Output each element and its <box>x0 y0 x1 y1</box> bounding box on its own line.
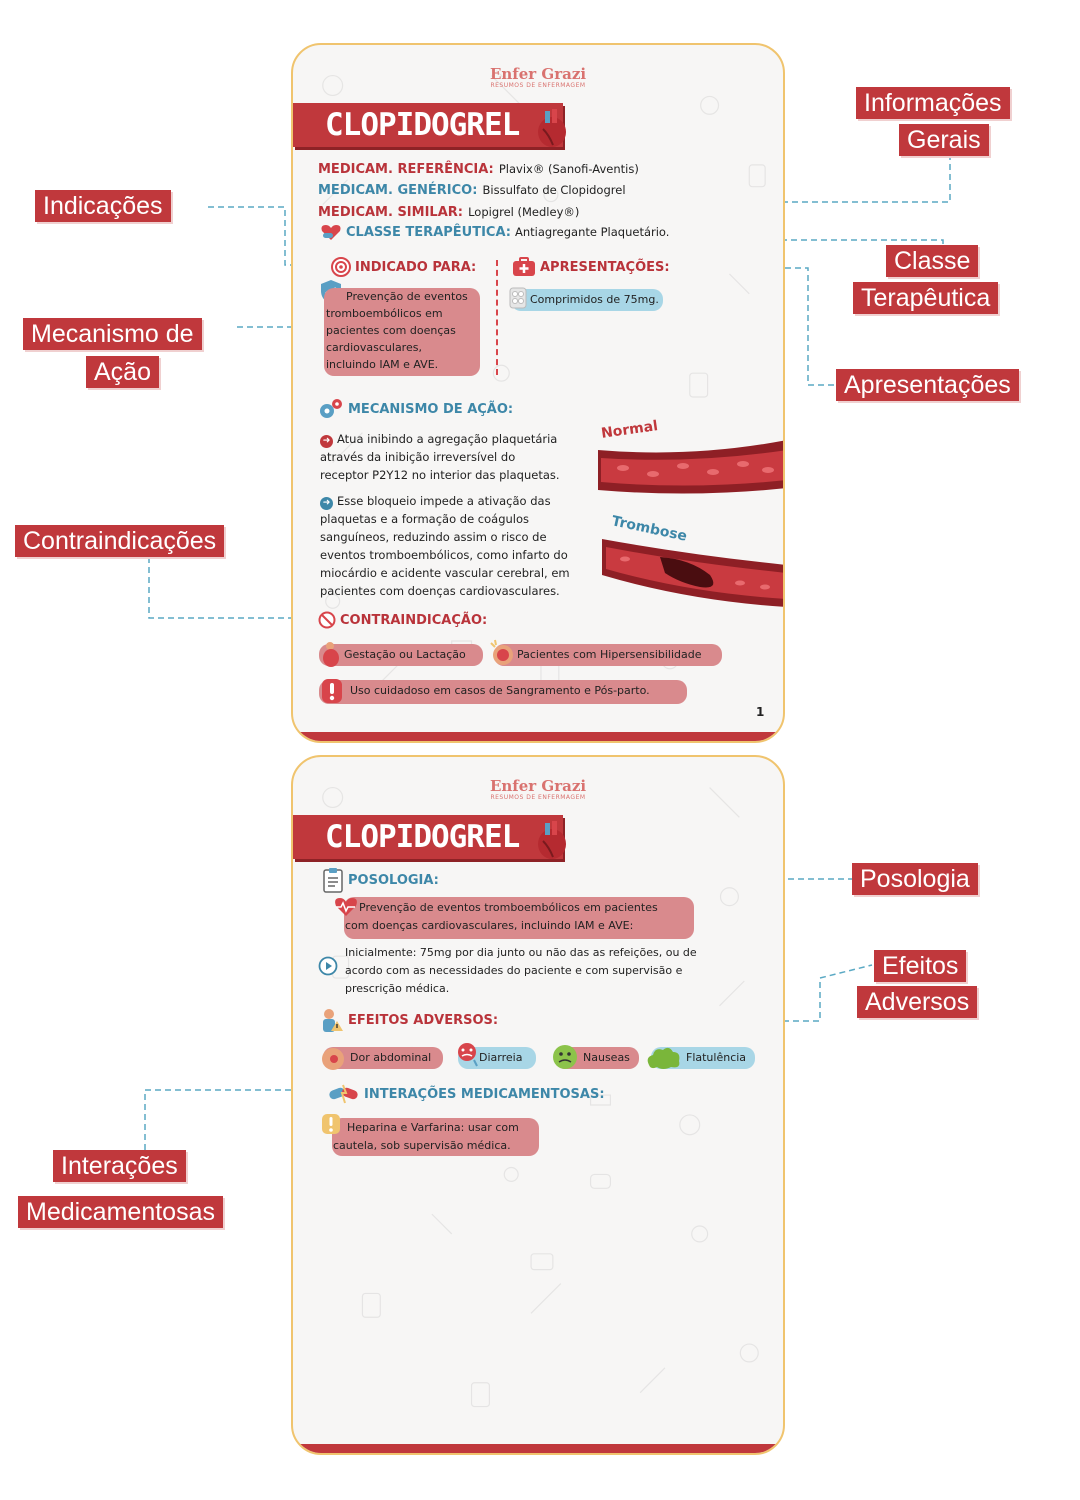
annotation-informacoes: Informações <box>856 87 1010 119</box>
posologia-label: POSOLOGIA: <box>348 872 439 888</box>
mecanismo-line: miocárdio e acidente vascular cerebral, em <box>320 566 570 580</box>
target-icon <box>331 257 351 277</box>
summary-card-page-1 <box>291 43 785 743</box>
sick-person-icon <box>320 1007 344 1033</box>
efeito-item-4: Flatulência <box>686 1051 747 1064</box>
flatulence-cloud-icon <box>645 1043 683 1071</box>
posologia-dose-line: acordo com as necessidades do paciente e com supervisão e <box>345 964 683 977</box>
posologia-indication-line: com doenças cardiovasculares, incluindo IAM e AVE: <box>345 919 634 932</box>
normal-vessel-illustration <box>593 438 785 500</box>
first-aid-kit-icon <box>512 257 536 277</box>
mecanismo-line: pacientes com doenças cardiovasculares. <box>320 584 560 598</box>
posologia-indication-line: Prevenção de eventos tromboembólicos em pacientes <box>359 901 658 914</box>
mecanismo-line: plaquetas e a formação de coágulos <box>320 512 530 526</box>
indicado-line: incluindo IAM e AVE. <box>326 358 439 371</box>
contra-item-1: Gestação ou Lactação <box>344 648 466 661</box>
page-number: 1 <box>756 705 765 719</box>
mecanismo-header <box>318 397 513 421</box>
contra-header <box>318 611 487 629</box>
contra-item-2: Pacientes com Hipersensibilidade <box>517 648 702 661</box>
indicado-text <box>326 288 468 373</box>
interacoes-text <box>333 1119 519 1155</box>
brand-logo <box>293 777 783 801</box>
pregnant-icon <box>319 641 341 669</box>
efeito-item-2: Diarreia <box>479 1051 523 1064</box>
indicado-line: Prevenção de eventos <box>346 290 468 303</box>
indicado-line: cardiovasculares, <box>326 341 422 354</box>
mecanismo-line: Atua inibindo a agregação plaquetária <box>337 432 558 446</box>
section-divider <box>496 260 498 375</box>
heart-pill-icon <box>320 223 342 241</box>
normal-caption: Normal <box>600 418 659 442</box>
contra-item-3: Uso cuidadoso em casos de Sangramento e Pós-parto. <box>350 684 650 697</box>
prohibited-icon <box>318 611 336 629</box>
indicado-line: tromboembólicos em <box>326 307 443 320</box>
indicado-label: INDICADO PARA: <box>355 259 477 275</box>
arrow-right-icon: ➜ <box>320 435 333 448</box>
background-pattern <box>293 757 783 1453</box>
warning-exclamation-icon <box>320 677 344 705</box>
efeito-item-3: Nauseas <box>583 1051 630 1064</box>
apresentacoes-item: Comprimidos de 75mg. <box>530 293 659 306</box>
classe-label: CLASSE TERAPÊUTICA: <box>346 224 511 240</box>
annotation-contraindicacoes: Contraindicações <box>15 525 224 557</box>
drug-title: CLOPIDOGREL <box>325 107 520 143</box>
interacoes-line: cautela, sob supervisão médica. <box>333 1139 511 1152</box>
annotation-efeitos: Efeitos <box>874 950 966 982</box>
efeitos-label: EFEITOS ADVERSOS: <box>348 1012 499 1028</box>
similar-label: MEDICAM. SIMILAR: <box>318 205 463 220</box>
title-banner <box>293 815 563 859</box>
pill-blister-icon <box>509 287 527 309</box>
brand-logo <box>293 65 783 89</box>
annotation-adversos: Adversos <box>857 986 977 1018</box>
efeitos-header <box>320 1007 498 1033</box>
logo-name: Enfer Grazi <box>489 65 587 83</box>
indicado-line: pacientes com doenças <box>326 324 456 337</box>
mecanismo-line: sanguíneos, reduzindo assim o risco de <box>320 530 547 544</box>
summary-card-page-2 <box>291 755 785 1455</box>
logo-subtitle: RESUMOS DE ENFERMAGEM <box>490 794 586 801</box>
apresentacoes-header <box>512 257 670 277</box>
annotation-mecanismo: Mecanismo de <box>23 318 202 350</box>
pills-interaction-icon <box>328 1083 360 1105</box>
drug-title: CLOPIDOGREL <box>325 819 520 855</box>
logo-subtitle: RESUMOS DE ENFERMAGEM <box>490 82 586 89</box>
mecanismo-line: através da inibição irreversível do <box>320 450 516 464</box>
generico-label: MEDICAM. GENÉRICO: <box>318 183 478 198</box>
trombose-caption: Trombose <box>610 513 689 545</box>
referencia-row <box>318 158 639 177</box>
classe-row <box>320 223 669 241</box>
posologia-dose-line: Inicialmente: 75mg por dia junto ou não das as refeições, ou de <box>345 946 697 959</box>
mecanismo-line: Esse bloqueio impede a ativação das <box>337 494 551 508</box>
referencia-value: Plavix® (Sanofi-Aventis) <box>498 162 639 176</box>
annotation-apresentacoes: Apresentações <box>836 369 1019 401</box>
efeito-item-1: Dor abdominal <box>350 1051 432 1064</box>
annotation-classe: Classe <box>886 245 978 277</box>
gears-icon <box>318 397 344 421</box>
heart-icon <box>535 819 569 861</box>
referencia-label: MEDICAM. REFERÊNCIA: <box>318 162 494 177</box>
allergy-icon <box>489 639 515 667</box>
posologia-header <box>322 867 439 893</box>
title-banner <box>293 103 563 147</box>
posologia-dose-text <box>345 944 697 998</box>
mecanismo-label: MECANISMO DE AÇÃO: <box>348 401 514 417</box>
annotation-terapeutica: Terapêutica <box>853 282 998 314</box>
contra-label: CONTRAINDICAÇÃO: <box>340 612 488 628</box>
annotation-posologia: Posologia <box>852 863 978 895</box>
indicado-header <box>331 257 476 277</box>
background-pattern <box>293 45 783 741</box>
arrow-right-icon: ➜ <box>320 497 333 510</box>
interacoes-label: INTERAÇÕES MEDICAMENTOSAS: <box>364 1086 605 1102</box>
mecanismo-line: receptor P2Y12 no interior das plaquetas. <box>320 468 560 482</box>
generico-row <box>318 179 626 198</box>
annotation-indicacoes: Indicações <box>35 190 171 222</box>
posologia-indication-text <box>345 899 658 935</box>
heart-icon <box>535 107 569 149</box>
mecanismo-paragraph-2 <box>320 492 590 600</box>
annotation-gerais: Gerais <box>899 124 989 156</box>
logo-name: Enfer Grazi <box>489 777 587 795</box>
interacoes-header <box>328 1083 605 1105</box>
annotation-acao: Ação <box>86 356 159 388</box>
mecanismo-paragraph-1 <box>320 430 590 484</box>
play-circle-icon <box>318 956 338 976</box>
nausea-icon <box>551 1043 579 1071</box>
clipboard-icon <box>322 867 344 893</box>
posologia-dose-line: prescrição médica. <box>345 982 450 995</box>
abdominal-pain-icon <box>320 1043 346 1071</box>
interacoes-line: Heparina e Varfarina: usar com <box>347 1121 519 1134</box>
thrombosis-vessel-illustration <box>600 535 785 607</box>
classe-value: Antiagregante Plaquetário. <box>514 225 670 239</box>
generico-value: Bissulfato de Clopidogrel <box>482 183 626 197</box>
annotation-interacoes: Interações <box>53 1150 186 1182</box>
diarrhea-icon <box>454 1040 480 1068</box>
mecanismo-line: eventos tromboembólicos, como infarto do <box>320 548 568 562</box>
similar-row <box>318 201 579 220</box>
similar-value: Lopigrel (Medley®) <box>468 205 580 219</box>
apresentacoes-label: APRESENTAÇÕES: <box>540 259 670 275</box>
annotation-medicamentosas: Medicamentosas <box>18 1196 223 1228</box>
